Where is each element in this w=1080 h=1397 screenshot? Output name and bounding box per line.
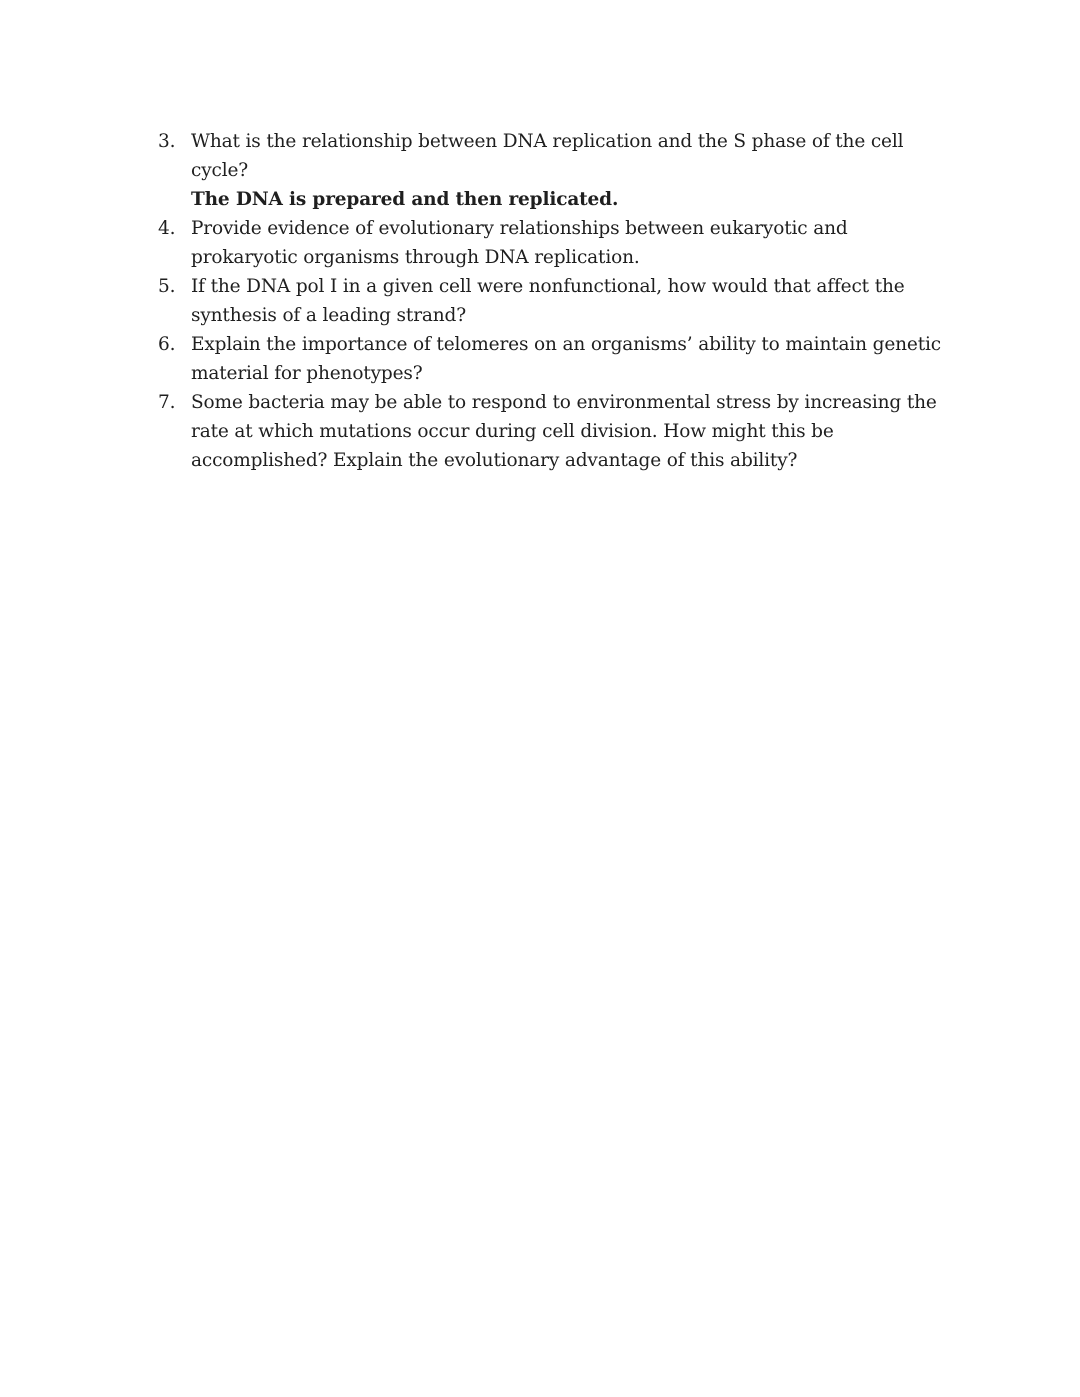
question-number: 6. [158,334,176,355]
answer-text: The DNA is prepared and then replicated. [191,189,619,210]
question-text: If the DNA pol I in a given cell were nonfunctional, how would that affect the synthesis of a leading strand? [191,276,905,326]
question-number: 7. [158,392,176,413]
question-item-7 [158,388,958,475]
question-number: 3. [158,131,176,152]
question-number: 4. [158,218,176,239]
question-text: Explain the importance of telomeres on an organisms’ ability to maintain genetic material for phenotypes? [191,334,941,384]
question-number: 5. [158,276,176,297]
question-text: Some bacteria may be able to respond to environmental stress by increasing the rate at which mutations occur during cell division. How might this be accomplished? Explain the evolutionary advantage of this ability? [191,392,937,471]
question-list [158,127,958,475]
question-text: Provide evidence of evolutionary relationships between eukaryotic and prokaryotic organisms through DNA replication. [191,218,848,268]
question-item-5 [158,272,958,330]
question-text: What is the relationship between DNA replication and the S phase of the cell cycle? [191,131,904,181]
question-item-3 [158,127,958,214]
question-item-4 [158,214,958,272]
question-item-6 [158,330,958,388]
